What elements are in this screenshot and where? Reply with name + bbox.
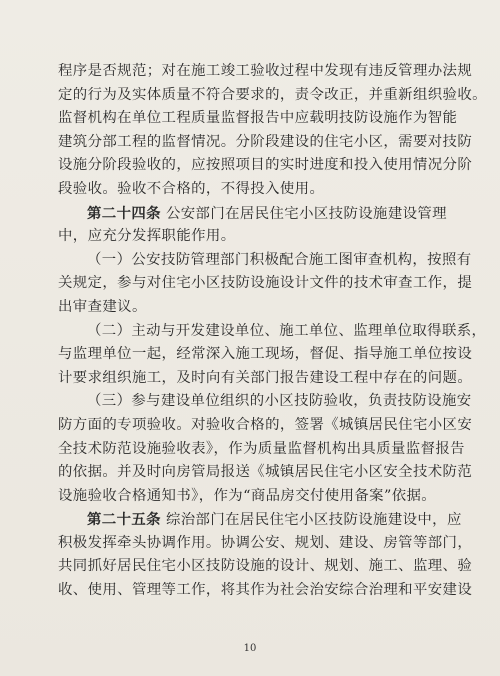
article-text: 公安部门在居民住宅小区技防设施建设管理 [165, 205, 447, 222]
article-text: 综治部门在居民住宅小区技防设施建设中，应 [165, 512, 462, 529]
article-title: 第二十五条 [87, 511, 161, 529]
text-line: 共同抓好居民住宅小区技防设施的设计、规划、施工、监理、验 [58, 558, 473, 575]
text-line: 段验收。验收不合格的，不得投入使用。 [58, 180, 325, 197]
text-line: 设施验收合格通知书》，作为“商品房交付使用备案”依据。 [58, 487, 437, 504]
text-line: 定的行为及实体质量不符合要求的，责令改正，并重新组织验收。 [58, 86, 487, 103]
article-line [58, 508, 462, 532]
body-text [58, 60, 487, 603]
text-line: （三）参与建设单位组织的小区技防验收，负责技防设施安 [87, 393, 472, 410]
text-line: 中，应充分发挥职能作用。 [58, 228, 236, 245]
text-line: 计要求组织施工，及时向有关部门报告建设工程中存在的问题。 [58, 369, 473, 386]
text-line: 收、使用、管理等工作，将其作为社会治安综合治理和平安建设 [58, 582, 473, 599]
text-line: 监督机构在单位工程质量监督报告中应载明技防设施作为智能 [58, 110, 458, 127]
text-line: 的依据。并及时向房管局报送《城镇居民住宅小区安全技术防范 [58, 464, 473, 481]
text-line: 程序是否规范；对在施工竣工验收过程中发现有违反管理办法规 [58, 63, 473, 79]
text-line: 关规定，参与对住宅小区技防设施设计文件的技术审查工作，提 [58, 275, 473, 292]
text-line: 出审查建议。 [58, 298, 147, 315]
text-line: （二）主动与开发建设单位、施工单位、监理单位取得联系， [87, 322, 487, 339]
text-line: 积极发挥牵头协调作用。协调公安、规划、建设、房管等部门， [58, 534, 473, 551]
text-line: 防方面的专项验收。对验收合格的，签署《城镇居民住宅小区安 [58, 416, 473, 433]
article-line [58, 202, 458, 226]
text-line: 全技术防范设施验收表》，作为质量监督机构出具质量监督报告 [58, 440, 465, 457]
page-number: 10 [243, 643, 257, 654]
text-line: 设施分阶段验收的，应按照项目的实时进度和投入使用情况分阶 [58, 157, 473, 174]
text-line: 建筑分部工程的监督情况。分阶段建设的住宅小区，需要对技防 [58, 133, 473, 150]
text-line: （一）公安技防管理部门积极配合施工图审查机构，按照有 [87, 251, 472, 268]
text-line: 与监理单位一起，经常深入施工现场，督促、指导施工单位按设 [58, 346, 473, 363]
article-title: 第二十四条 [87, 204, 161, 222]
